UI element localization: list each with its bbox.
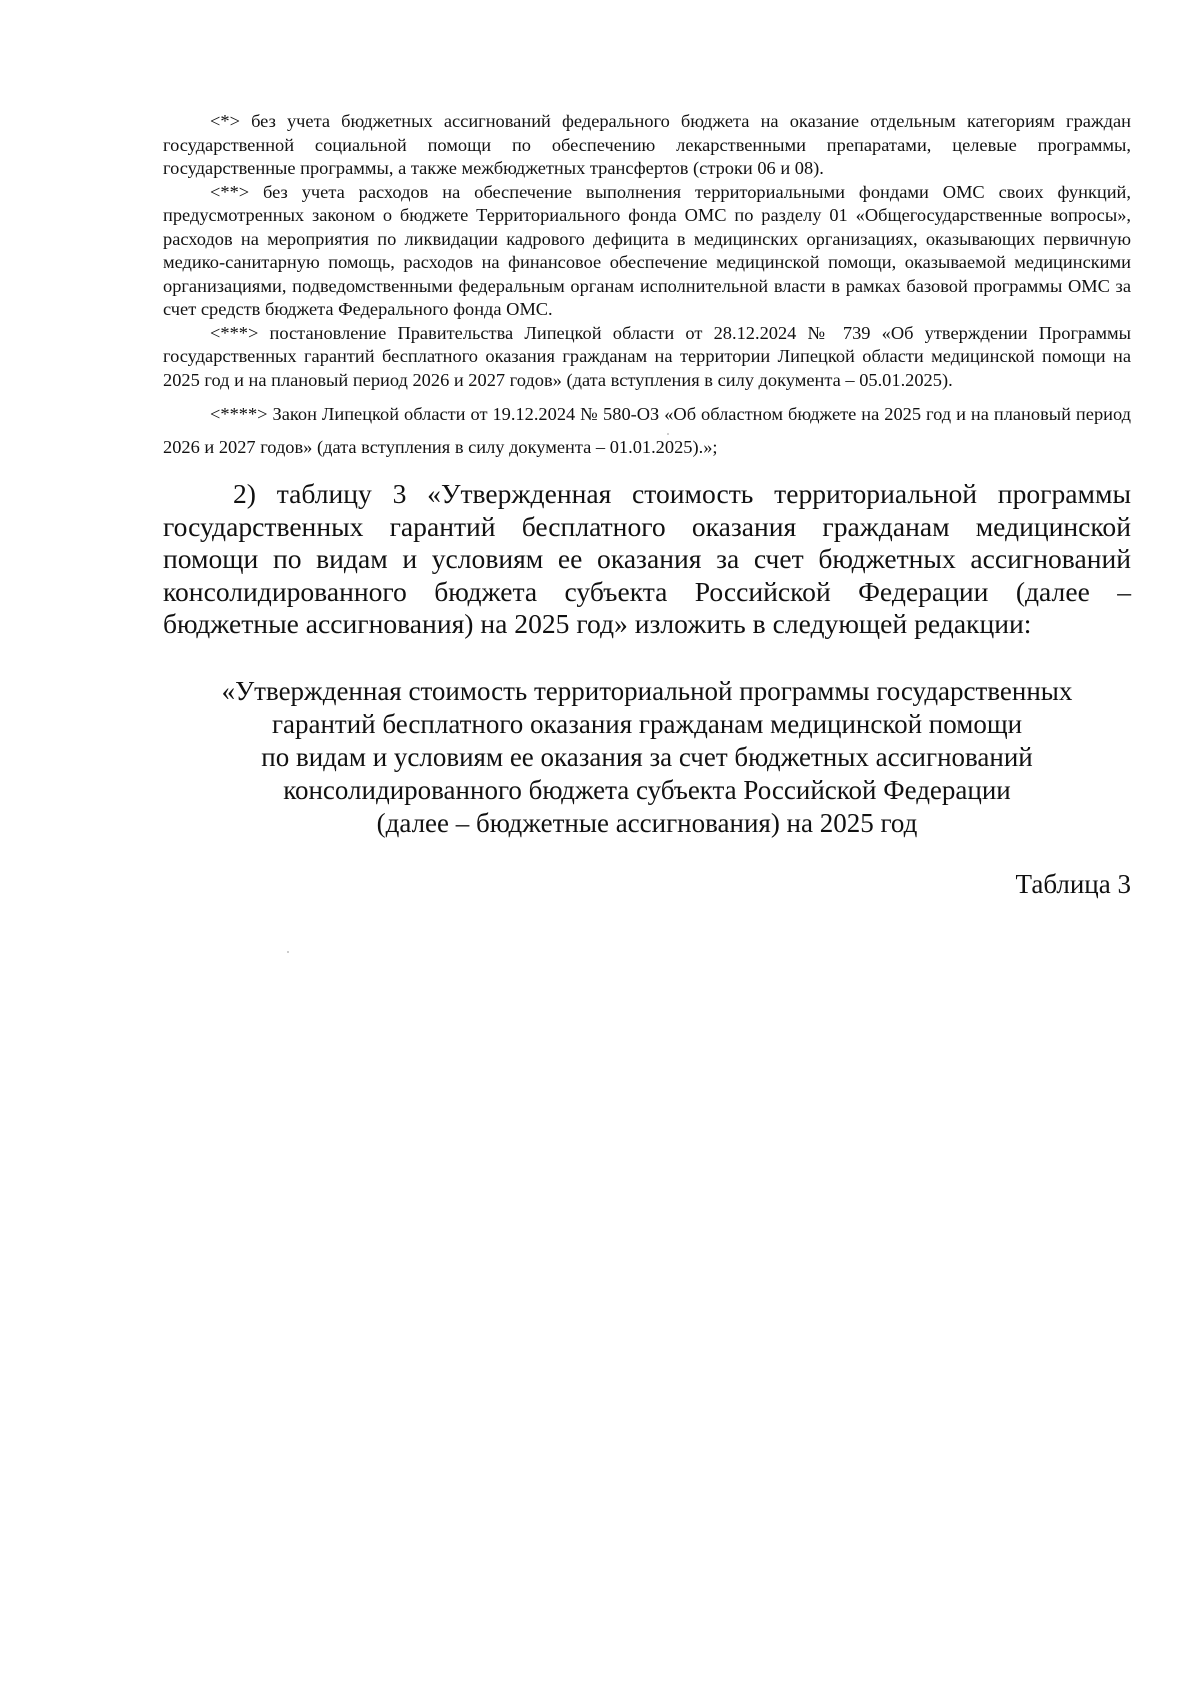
scan-speck	[287, 951, 289, 953]
table-title-line: консолидированного бюджета субъекта Российской Федерации	[283, 775, 1011, 805]
table-title-line: гарантий бесплатного оказания гражданам медицинской помощи	[271, 709, 1023, 739]
amendment-paragraph: 2) таблицу 3 «Утвержденная стоимость территориальной программы государственных гарантий бесплатного оказания гражданам медицинской помощи по видам и условиям ее оказания за счет бюджетных ассигнований консолидированного бюджета субъекта Российской Федерации (далее – бюджетные ассигнования) на 2025 год» изложить в следующей редакции:	[163, 478, 1131, 640]
table-title	[163, 675, 1131, 840]
footnotes-block	[163, 110, 1131, 464]
table-title-line: «Утвержденная стоимость территориальной программы государственных	[221, 676, 1073, 706]
footnote-4: <****> Закон Липецкой области от 19.12.2024 № 580-ОЗ «Об областном бюджете на 2025 год и на плановый период 2026 и 2027 годов» (дата вступления в силу документа – 01.01.2025).»;	[163, 404, 1131, 457]
footnote-1: <*> без учета бюджетных ассигнований федерального бюджета на оказание отдельным категориям граждан государственной социальной помощи по обеспечению лекарственными препаратами, целевые программы, государственные программы, а также межбюджетных трансфертов (строки 06 и 08).	[163, 111, 1131, 178]
table-title-line: по видам и условиям ее оказания за счет бюджетных ассигнований	[261, 742, 1033, 772]
footnote-3: <***> постановление Правительства Липецкой области от 28.12.2024 № 739 «Об утверждении Программы государственных гарантий бесплатного оказания гражданам на территории Липецкой области медицинской помощи на 2025 год и на плановый период 2026 и 2027 годов» (дата вступления в силу документа – 05.01.2025).	[163, 322, 1131, 390]
table-number-label: Таблица 3	[1015, 869, 1131, 899]
table-title-line: (далее – бюджетные ассигнования) на 2025 год	[376, 808, 918, 838]
scan-speck	[667, 433, 669, 435]
footnote-2: <**> без учета расходов на обеспечение выполнения территориальными фондами ОМС своих функций, предусмотренных законом о бюджете Территориального фонда ОМС по разделу 01 «Общегосударственные вопросы», расходов на мероприятия по ликвидации кадрового дефицита в медицинских организациях, оказывающих первичную медико-санитарную помощь, расходов на финансовое обеспечение медицинской помощи, оказываемой медицинскими организациями, подведомственными федеральным органам исполнительной власти в рамках базовой программы ОМС за счет средств бюджета Федерального фонда ОМС.	[163, 181, 1131, 319]
